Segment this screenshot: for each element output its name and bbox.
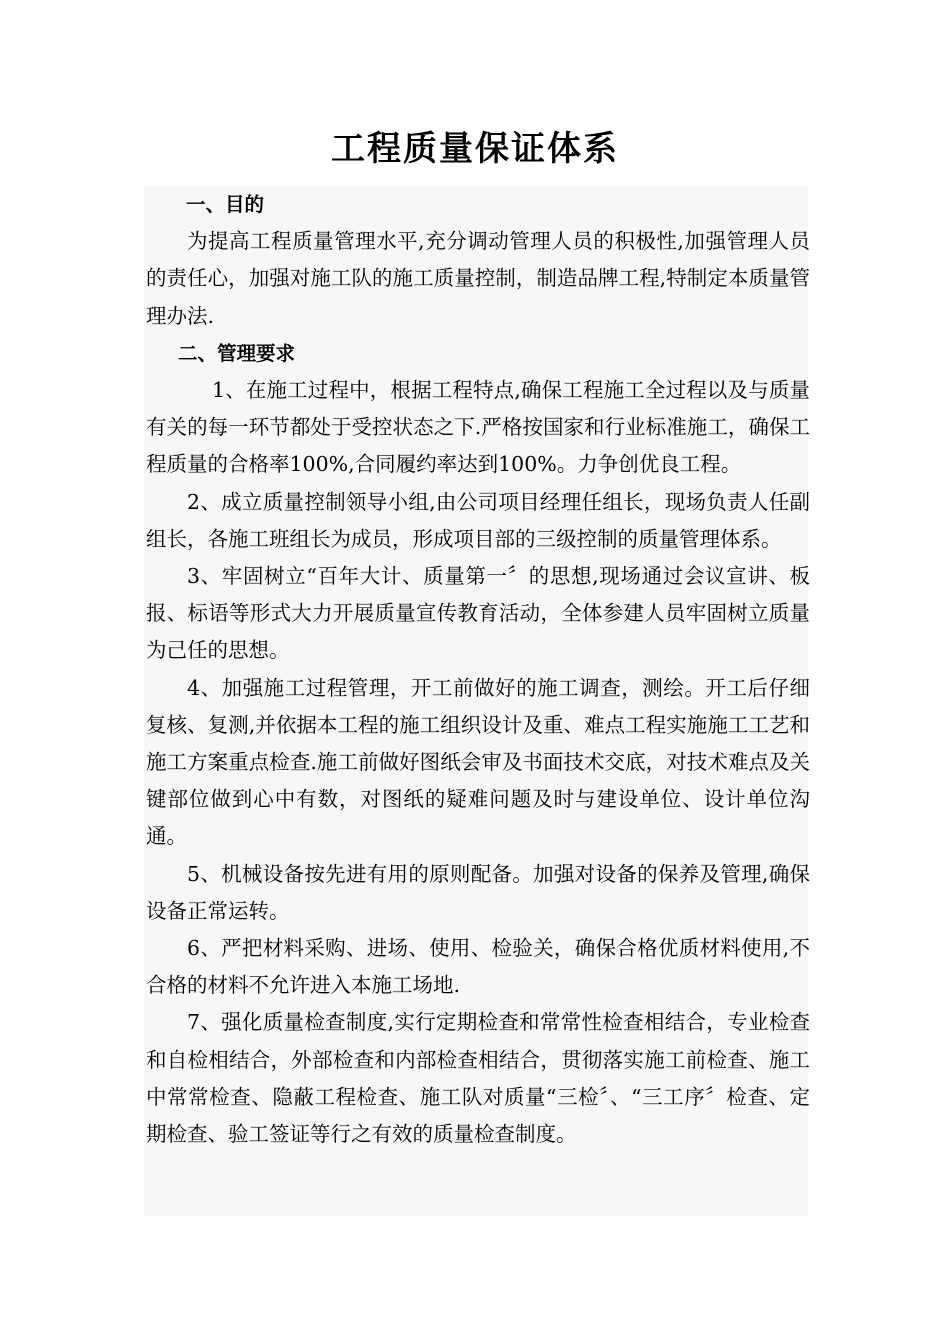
requirement-paragraph-6: 6、严把材料采购、进场、使用、检验关，确保合格优质材料使用,不合格的材料不允许进入本施工场地. xyxy=(146,936,810,998)
section-heading-requirements: 二、管理要求 xyxy=(178,341,296,365)
requirement-paragraph-7: 7、强化质量检查制度,实行定期检查和常常性检查相结合，专业检查和自检相结合，外部检查和内部检查相结合，贯彻落实施工前检查、施工中常常检查、隐蔽工程检查、施工队对质量“三检〞、“三工序〞检查、定期检查、验工签证等行之有效的质量检查制度。 xyxy=(146,1010,810,1147)
section-heading-purpose: 一、目的 xyxy=(186,193,265,216)
requirement-paragraph-1: 1、在施工过程中，根据工程特点,确保工程施工全过程以及与质量有关的每一环节都处于受控状态之下.严格按国家和行业标准施工，确保工程质量的合格率100%,合同履约率达到100%。力争创优良工程。 xyxy=(146,378,810,477)
requirement-paragraph-4: 4、加强施工过程管理，开工前做好的施工调查，测绘。开工后仔细复核、复测,并依据本工程的施工组织设计及重、难点工程实施施工工艺和施工方案重点检查.施工前做好图纸会审及书面技术交底，对技术难点及关键部位做到心中有数，对图纸的疑难问题及时与建设单位、设计单位沟通。 xyxy=(146,675,810,849)
requirement-paragraph-2: 2、成立质量控制领导小组,由公司项目经理任组长，现场负责人任副组长，各施工班组长为成员，形成项目部的三级控制的质量管理体系。 xyxy=(146,489,810,551)
requirement-paragraph-5: 5、机械设备按先进有用的原则配备。加强对设备的保养及管理,确保设备正常运转。 xyxy=(146,861,810,923)
document-title: 工程质量保证体系 xyxy=(331,129,619,169)
requirement-paragraph-3: 3、牢固树立“百年大计、质量第一〞的思想,现场通过会议宣讲、板报、标语等形式大力开展质量宣传教育活动，全体参建人员牢固树立质量为己任的思想。 xyxy=(146,564,810,663)
purpose-paragraph: 为提高工程质量管理水平,充分调动管理人员的积极性,加强管理人员的责任心，加强对施工队的施工质量控制，制造品牌工程,特制定本质量管理办法. xyxy=(146,229,810,328)
document-body xyxy=(146,186,810,1153)
